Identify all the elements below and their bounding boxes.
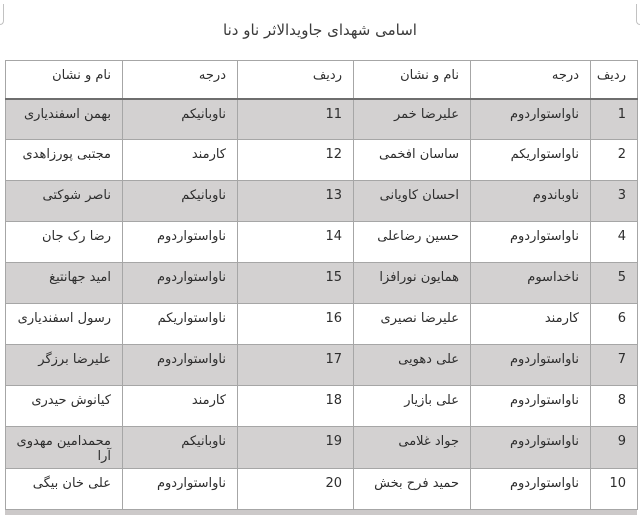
cell-rank: ناواستواردوم — [471, 469, 591, 510]
cell-rank: ناواستواردوم — [471, 99, 591, 140]
table-row — [6, 469, 638, 510]
cell-name: همایون نورافزا — [354, 263, 471, 304]
header-rank-left: درجه — [123, 61, 238, 99]
table-row — [6, 386, 638, 427]
cell-row-number: 3 — [591, 181, 638, 222]
cell-row-number: 19 — [238, 427, 354, 469]
header-rank-right: درجه — [471, 61, 591, 99]
cell-name: محمدامین مهدوی آرا — [6, 427, 123, 469]
table-row — [6, 140, 638, 181]
cell-rank: کارمند — [471, 304, 591, 345]
cell-name: ناصر شوکتی — [6, 181, 123, 222]
table-row — [6, 304, 638, 345]
cell-rank: ناوبانیکم — [123, 427, 238, 469]
cell-name: احسان کاویانی — [354, 181, 471, 222]
cell-rank: ناواستواردوم — [471, 222, 591, 263]
cell-rank: کارمند — [123, 140, 238, 181]
cell-rank: ناوباندوم — [471, 181, 591, 222]
cell-name: ساسان افخمی — [354, 140, 471, 181]
cell-rank: ناوبانیکم — [123, 181, 238, 222]
cell-row-number: 15 — [238, 263, 354, 304]
cell-name: رسول اسفندیاری — [6, 304, 123, 345]
cell-rank: ناواستواریکم — [123, 304, 238, 345]
cell-name: حمید فرح بخش — [354, 469, 471, 510]
cell-row-number: 10 — [591, 469, 638, 510]
cell-rank: ناواستواردوم — [123, 222, 238, 263]
cell-row-number: 9 — [591, 427, 638, 469]
cell-row-number: 7 — [591, 345, 638, 386]
cell-row-number: 12 — [238, 140, 354, 181]
table-row — [6, 181, 638, 222]
cell-rank: ناواستواردوم — [123, 263, 238, 304]
cell-rank: ناوبانیکم — [123, 99, 238, 140]
martyrs-table-wrapper — [5, 60, 637, 515]
header-name-right: نام و نشان — [354, 61, 471, 99]
cell-name: رضا رک جان — [6, 222, 123, 263]
cell-name: علی دهویی — [354, 345, 471, 386]
cell-rank: ناواستواردوم — [471, 427, 591, 469]
cell-name: علیرضا نصیری — [354, 304, 471, 345]
cell-rank: ناخداسوم — [471, 263, 591, 304]
cell-name: کیانوش حیدری — [6, 386, 123, 427]
header-row-number-right: ردیف — [591, 61, 638, 99]
cell-row-number: 11 — [238, 99, 354, 140]
cell-row-number: 1 — [591, 99, 638, 140]
cell-name: مجتبی پورزاهدی — [6, 140, 123, 181]
cell-name: علی خان بیگی — [6, 469, 123, 510]
table-row — [6, 427, 638, 469]
martyrs-table — [5, 60, 638, 510]
table-body — [6, 99, 638, 510]
cell-rank: ناواستواردوم — [123, 345, 238, 386]
cell-row-number: 8 — [591, 386, 638, 427]
cell-rank: ناواستواردوم — [123, 469, 238, 510]
cell-name: علیرضا خمر — [354, 99, 471, 140]
cell-rank: ناواستواردوم — [471, 345, 591, 386]
header-row-number-left: ردیف — [238, 61, 354, 99]
cell-name: علی بازیار — [354, 386, 471, 427]
cell-name: جواد غلامی — [354, 427, 471, 469]
cell-name: علیرضا برزگر — [6, 345, 123, 386]
cell-rank: کارمند — [123, 386, 238, 427]
table-row — [6, 99, 638, 140]
cell-row-number: 13 — [238, 181, 354, 222]
cell-rank: ناواستواردوم — [471, 386, 591, 427]
table-header-row — [6, 61, 638, 99]
cell-name: امید جهانتیغ — [6, 263, 123, 304]
cell-row-number: 4 — [591, 222, 638, 263]
table-row — [6, 263, 638, 304]
cell-row-number: 6 — [591, 304, 638, 345]
cell-name: بهمن اسفندیاری — [6, 99, 123, 140]
header-name-left: نام و نشان — [6, 61, 123, 99]
cell-row-number: 14 — [238, 222, 354, 263]
cell-row-number: 16 — [238, 304, 354, 345]
cell-row-number: 5 — [591, 263, 638, 304]
cell-row-number: 17 — [238, 345, 354, 386]
table-row — [6, 345, 638, 386]
cell-rank: ناواستواریکم — [471, 140, 591, 181]
cell-row-number: 20 — [238, 469, 354, 510]
page-title: اسامی شهدای جاویدالاثر ناو دنا — [223, 21, 417, 39]
cell-name: حسین رضاعلی — [354, 222, 471, 263]
table-row — [6, 222, 638, 263]
cell-row-number: 2 — [591, 140, 638, 181]
cell-row-number: 18 — [238, 386, 354, 427]
